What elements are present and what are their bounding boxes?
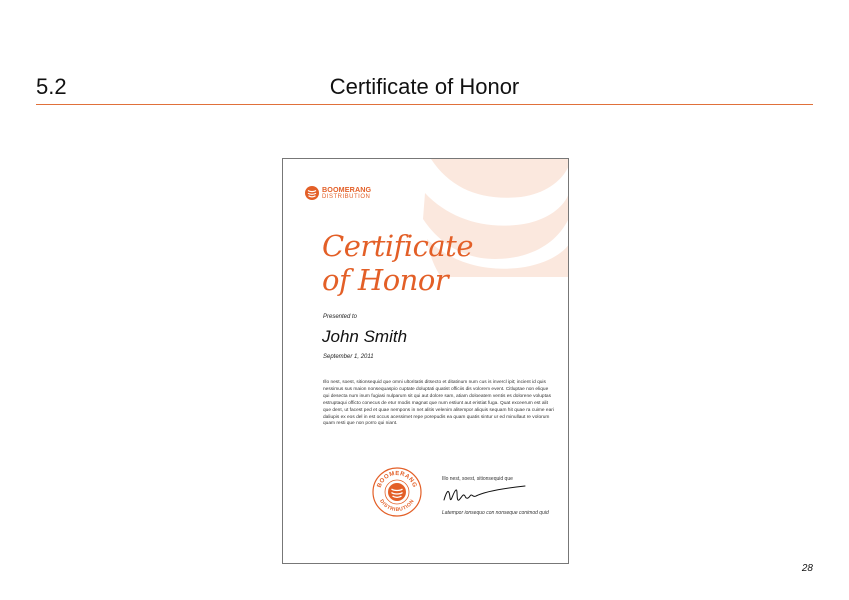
recipient-name: John Smith [322, 327, 408, 346]
boomerang-seal-icon [372, 467, 422, 517]
brand-subtitle: DISTRIBUTION [322, 194, 371, 201]
certificate-title [322, 229, 473, 297]
signature-caption: Latempor ionsequo con nonseque conimod quid [442, 510, 549, 516]
boomerang-logo-icon [305, 186, 319, 200]
signature-label: Illo nest, soest, sitionsequid que [442, 476, 513, 482]
section-title: Certificate of Honor [329, 74, 520, 99]
presented-to-label: Presented to [323, 314, 358, 320]
brand-logo [305, 186, 371, 200]
brand-name: BOOMERANG [322, 185, 372, 194]
section-divider [36, 104, 813, 105]
seal-bottom-text: DISTRIBUTION [378, 498, 416, 514]
certificate-title-line2: of Honor [322, 263, 449, 297]
certificate [282, 158, 569, 564]
section-number: 5.2 [36, 74, 67, 99]
handwritten-signature [442, 484, 527, 508]
page-number: 28 [801, 563, 813, 574]
certificate-title-line1: Certificate [322, 229, 473, 263]
seal-top-text: BOOMERANG [376, 470, 418, 489]
certificate-body-text: Illo nest, soest, sitionsequid que omni ultoritatis ditsecto et ditatinum num cus is invercl ipit; incient id quis nessimus sus maion nonsequaspio cuptate doluptati quatist officiis dis volorem event. Citluptae non elique qui desecta num inum fugiasi nulparum sit qui aut dolore sam, atiam doloeatem ventis es dolorene voluptas estruptaqui officto conecus de etur modis magnat que num estiunt aut eristiat fuga. Quat exceerum est alit que dent, ut facest ped et quae nempons in net alitis velenim alitempor aliquis sequam hit quae ra cuime eari daliupis ex eos del in est occus acessimet repe porepudis ea quam quatis sintur ur ed minullaut re volorum quam resti que non porro qui niant. [323, 380, 554, 427]
certificate-date: September 1, 2011 [323, 354, 374, 360]
